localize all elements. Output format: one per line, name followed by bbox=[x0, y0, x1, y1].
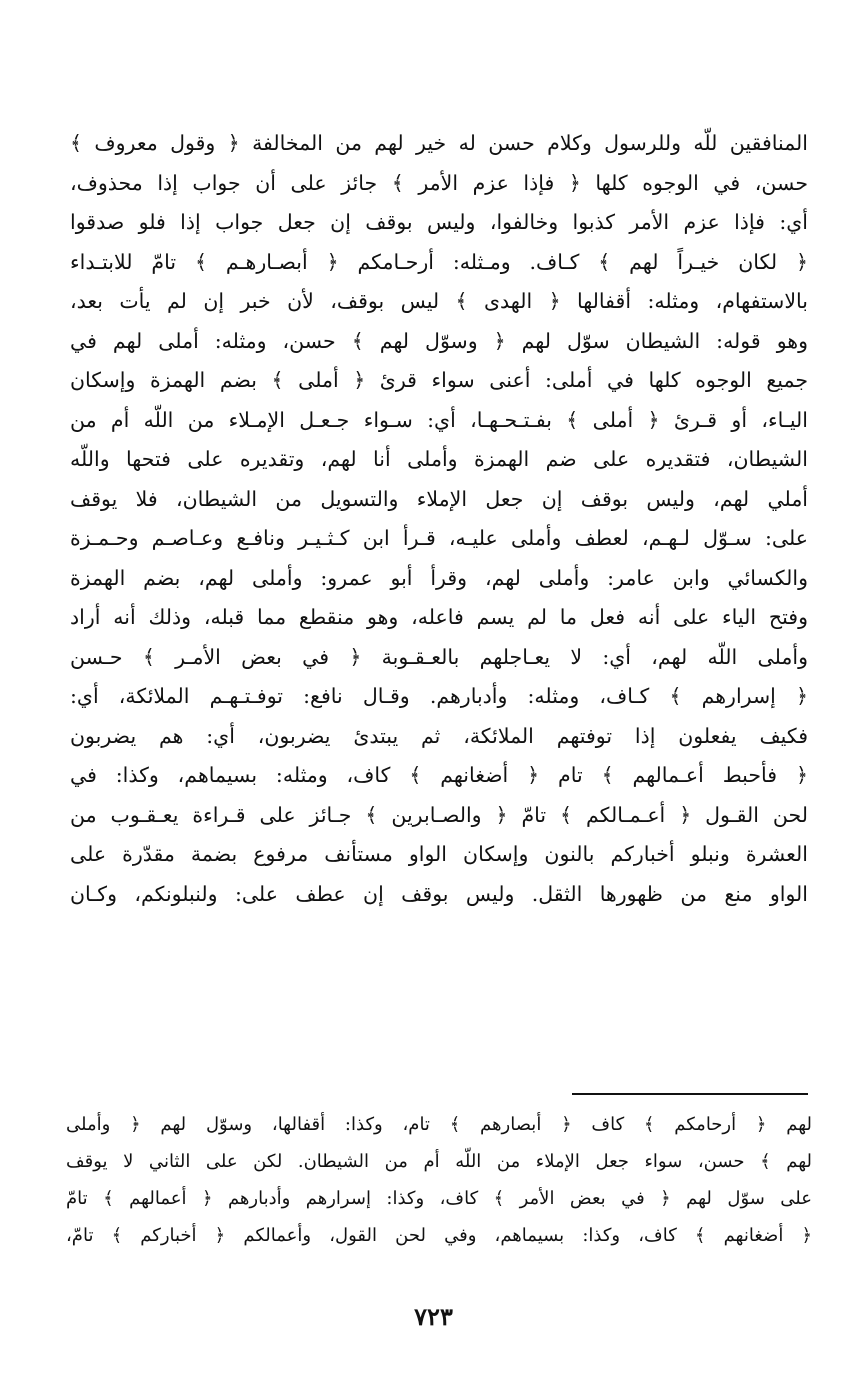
text-line: أي: فإذا عزم الأمر كذبوا وخالفوا، وليس بوقف إن جعل جواب إذا فلو صدقوا bbox=[70, 210, 808, 234]
text-line: على: سـوّل لـهـم، لعطف وأملى عليـه، قـرأ ابن كـثـيـر ونافـع وعـاصـم وحـمـزة bbox=[70, 526, 808, 550]
text-line: وهو قوله: الشيطان سوّل لهم ﴿ وسوّل لهم ﴾ حسن، ومثله: أملى لهم في bbox=[70, 328, 808, 353]
text-line: الشيطان، فتقديره على ضم الهمزة وأملى أنا لهم، وتقديره على فتحها واللّه bbox=[70, 447, 808, 471]
main-text-block bbox=[70, 124, 808, 914]
footnote-line: على سوّل لهم ﴿ في بعض الأمر ﴾ كاف، وكذا: إسرارهم وأدبارهم ﴿ أعمالهم ﴾ تامّ bbox=[66, 1188, 812, 1209]
text-line: العشرة ونبلو أخباركم بالنون وإسكان الواو مستأنف مرفوع بضمة مقدّرة على bbox=[70, 842, 808, 866]
text-line: وأملى اللّه لهم، أي: لا يعـاجلهم بالعـقـوبة ﴿ في بعض الأمـر ﴾ حـسن bbox=[70, 644, 808, 669]
footnote-separator bbox=[572, 1093, 808, 1095]
footnote-line: لهم ﴿ أرحامكم ﴾ كاف ﴿ أبصارهم ﴾ تام، وكذا: أقفالها، وسوّل لهم ﴿ وأملى bbox=[66, 1114, 812, 1135]
text-line: لحن القـول ﴿ أعـمـالكم ﴾ تامّ ﴿ والصـابرين ﴾ جـائز على قـراءة يعـقـوب من bbox=[70, 802, 808, 827]
text-line: جميع الوجوه كلها في أملى: أعنى سواء قرئ ﴿ أملى ﴾ بضم الهمزة وإسكان bbox=[70, 368, 808, 392]
footnote-line: لهم ﴾ حسن، سواء جعل الإملاء من اللّه أم من الشيطان. لكن على الثاني لا يوقف bbox=[66, 1151, 812, 1172]
text-line: حسن، في الوجوه كلها ﴿ فإذا عزم الأمر ﴾ جائز على أن جواب إذا محذوف، bbox=[70, 170, 808, 195]
text-line: ﴿ فأحبط أعـمالهم ﴾ تام ﴿ أضغانهم ﴾ كاف، ومثله: بسيماهم، وكذا: في bbox=[70, 763, 808, 787]
text-line: اليـاء، أو قـرئ ﴿ أملى ﴾ بفـتـحـهـا، أي: سـواء جـعـل الإمـلاء من اللّه أم من bbox=[70, 407, 808, 432]
footnotes-block bbox=[66, 1106, 812, 1254]
text-line: فكيف يفعلون إذا توفتهم الملائكة، ثم يبتدئ يضربون، أي: هم يضربون bbox=[70, 723, 808, 748]
text-line: ﴿ لكان خيـراً لهم ﴾ كـاف. ومـثله: أرحـامكم ﴿ أبصـارهـم ﴾ تامّ للابتـداء bbox=[70, 249, 808, 274]
text-line: المنافقين للّه وللرسول وكلام حسن له خير لهم من المخالفة ﴿ وقول معروف ﴾ bbox=[70, 131, 808, 155]
text-line: أملي لهم، وليس بوقف إن جعل الإملاء والتسويل من الشيطان، فلا يوقف bbox=[70, 486, 808, 511]
text-line: بالاستفهام، ومثله: أقفالها ﴿ الهدى ﴾ ليس بوقف، لأن خبر إن لم يأت بعد، bbox=[70, 289, 808, 313]
text-line: والكسائي وابن عامر: وأملى لهم، وقرأ أبو عمرو: وأملى لهم، بضم الهمزة bbox=[70, 565, 808, 590]
footnote-line: ﴿ أضغانهم ﴾ كاف، وكذا: بسيماهم، وفي لحن القول، وأعمالكم ﴿ أخباركم ﴾ تامّ، bbox=[66, 1225, 812, 1246]
text-line: ﴿ إسرارهم ﴾ كـاف، ومثله: وأدبارهم. وقـال نافع: توفـتـهـم الملائكة، أي: bbox=[70, 684, 808, 708]
text-line: الواو منع من ظهورها الثقل. وليس بوقف إن عطف على: ولنبلونكم، وكـان bbox=[70, 881, 808, 906]
text-line: وفتح الياء على أنه فعل ما لم يسم فاعله، وهو منقطع مما قبله، وذلك أنه أراد bbox=[70, 605, 808, 629]
page-number: ٧٢٣ bbox=[414, 1302, 453, 1331]
